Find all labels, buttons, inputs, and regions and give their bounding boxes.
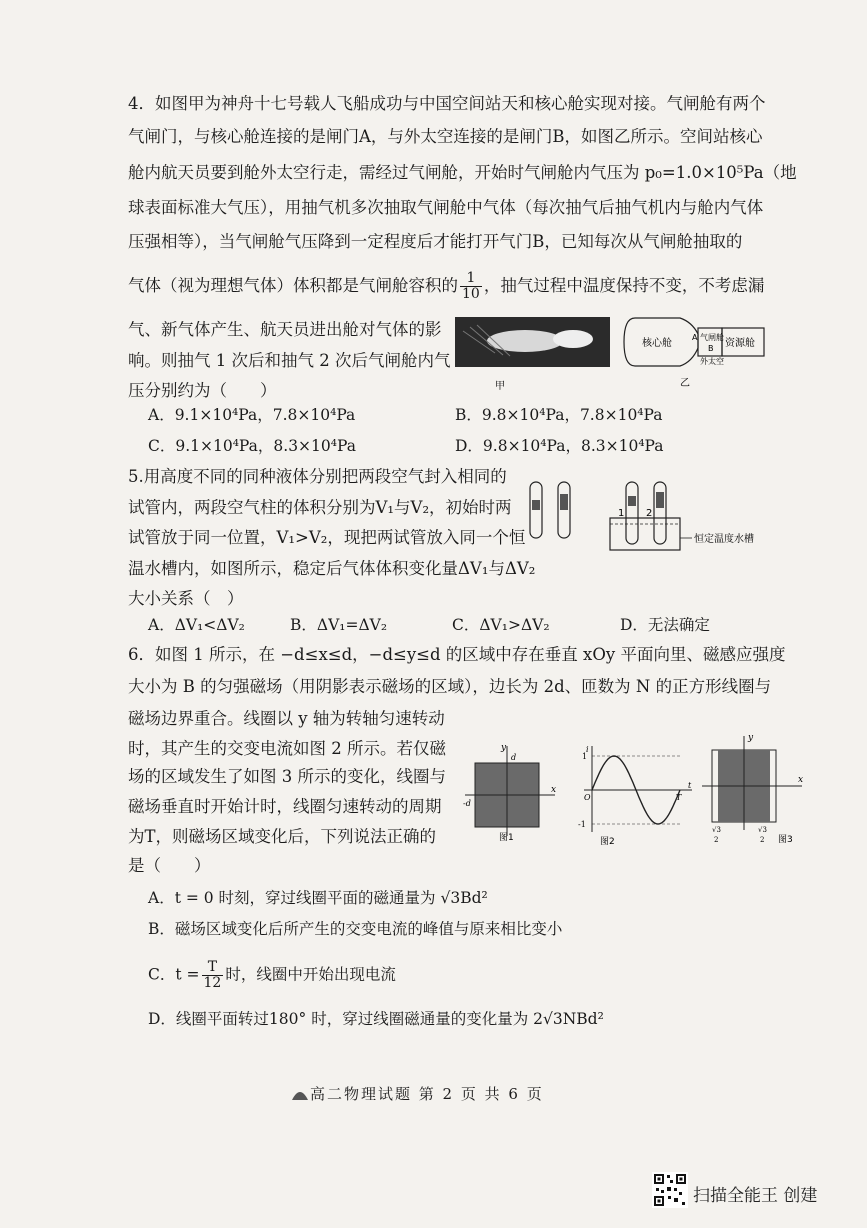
d-label: d [511,753,517,762]
q4-option-d: D．9.8×10⁴Pa，8.3×10⁴Pa [455,437,664,455]
q4-line-4: 球表面标准大气压），用抽气机多次抽取气闸舱中气体（每次抽气后抽气机内与舱内气体 [128,198,764,217]
liquid-column [628,496,636,506]
liquid-column [560,494,568,510]
q6-option-d: D．线圈平面转过180° 时，穿过线圈磁通量的变化量为 2√3NBd² [148,1010,604,1028]
period-label: T [676,793,682,802]
test-tubes-figure [520,478,790,558]
origin-label: O [584,793,591,802]
scanner-watermark: 扫描全能王 创建 [693,1186,818,1206]
q4-option-b: B．9.8×10⁴Pa，7.8×10⁴Pa [455,406,663,424]
q4-line-6b: ，抽气过程中温度保持不变，不考虑漏 [483,276,765,295]
qr-code-icon [652,1172,688,1208]
x-axis-label: x [798,775,804,785]
tube-2-label: 2 [646,508,653,519]
space-station-body [487,330,563,352]
scanner-smudge [290,1082,310,1104]
sqrt3-left-label: √3 [712,826,721,834]
tube-1-right [626,482,638,544]
resource-module-label: 资源舱 [725,338,755,349]
airlock-label: 气闸舱 [700,333,724,342]
half-right-label: 2 [760,836,765,844]
q5-line-5: 大小关系（ ） [128,589,244,608]
q6-line-5: 场的区域发生了如图 3 所示的变化，线圈与 [128,767,446,786]
minus-d-label: -d [463,799,471,808]
q4-line-9: 压分别约为（ ） [128,381,277,400]
gate-b-label: B [708,344,714,353]
outer-space-label: 外太空 [700,357,724,366]
figure-2-current-graph [570,742,700,848]
q5-option-b: B．ΔV₁=ΔV₂ [290,616,388,634]
q4-line-6 [128,271,764,302]
q6-line-2: 大小为 B 的匀强磁场（用阴影表示磁场的区域），边长为 2d、匝数为 N 的正方形线圈与 [128,677,772,696]
q5-line-4: 温水槽内，如图所示，稳定后气体体积变化量ΔV₁与ΔV₂ [128,559,536,578]
q4-line-7: 气、新气体产生、航天员进出舱对气体的影 [128,320,442,339]
y-axis-label: y [748,733,754,743]
figure-jia-docking-photo [455,317,615,397]
q4-line-6a: 气体（视为理想气体）体积都是气闸舱容积的 [128,276,458,295]
q5-line-3: 试管放于同一位置，V₁>V₂，现把两试管放入同一个恒 [128,528,526,547]
core-module-label: 核心舱 [642,338,672,349]
t-axis-label: t [688,781,692,790]
i-axis-label: i [586,745,589,754]
q6-line-6: 磁场垂直时开始计时，线圈匀速转动的周期 [128,797,442,816]
y-axis-label: y [501,743,507,753]
i-max-label: 1 [582,752,588,761]
q4-line-2: 气闸门，与核心舱连接的是闸门A，与外太空连接的是闸门B，如图乙所示。空间站核心 [128,127,763,146]
figure-yi-airlock-diagram [620,312,775,392]
q6-line-7: 为T，则磁场区域变化后，下列说法正确的 [128,827,437,846]
fraction-denominator: 10 [462,286,480,302]
q6-option-c [148,960,396,991]
q6-option-c-suffix: 时，线圈中开始出现电流 [225,965,396,984]
tube-1-label: 1 [618,508,625,519]
water-tank [610,518,680,550]
q4-line-8: 响。则抽气 1 次后和抽气 2 次后气闸舱内气 [128,351,451,370]
fig-yi-label: 乙 [680,378,690,389]
gate-a-label: A [692,333,698,342]
fraction-numerator: 1 [460,271,482,287]
q4-line-5: 压强相等），当气闸舱气压降到一定程度后才能打开气门B，已知每次从气闸舱抽取的 [128,232,743,251]
q5-option-a: A．ΔV₁<ΔV₂ [148,616,245,634]
page-footer: 高二物理试题 第 2 页 共 6 页 [310,1085,544,1103]
sqrt3-right-label: √3 [758,826,767,834]
q6-option-a: A．t = 0 时刻，穿过线圈平面的磁通量为 √3Bd² [148,889,488,907]
q6-line-3: 磁场边界重合。线圈以 y 轴为转轴匀速转动 [128,709,445,728]
fig2-label: 图2 [600,837,615,847]
fraction-numerator: T [202,960,224,976]
figure-3-changed-field [698,730,808,848]
fig3-label: 图3 [778,835,793,845]
q6-line-8: 是（ ） [128,856,211,875]
fig1-label: 图1 [499,833,514,843]
half-left-label: 2 [714,836,719,844]
liquid-column [656,492,664,508]
tube-2-right [654,482,666,544]
liquid-column [532,500,540,510]
q6-line-1: 6．如图 1 所示，在 −d≤x≤d，−d≤y≤d 的区域中存在垂直 xOy 平面向里、磁感应强度 [128,645,786,664]
fig-jia-label: 甲 [495,381,505,392]
q5-line-2: 试管内，两段空气柱的体积分别为V₁与V₂，初始时两 [128,498,512,517]
tank-label: 恒定温度水槽 [694,534,754,545]
q6-line-4: 时，其产生的交变电流如图 2 所示。若仅磁 [128,739,446,758]
spacecraft-body [553,330,593,348]
q5-line-1: 5.用高度不同的同种液体分别把两段空气封入相同的 [128,467,507,486]
q4-line-3: 舱内航天员要到舱外太空行走，需经过气闸舱，开始时气闸舱内气压为 p₀=1.0×10⁵Pa（地 [128,163,797,182]
fraction-denominator: 12 [203,975,222,991]
x-axis-label: x [551,785,557,795]
fraction-t-over-12 [202,960,224,991]
fraction-one-tenth [460,271,482,302]
q4-option-a: A．9.1×10⁴Pa，7.8×10⁴Pa [148,406,356,424]
q4-option-c: C．9.1×10⁴Pa，8.3×10⁴Pa [148,437,356,455]
q5-option-c: C．ΔV₁>ΔV₂ [452,616,550,634]
q6-option-c-prefix: C．t = [148,965,200,984]
i-min-label: -1 [578,820,586,829]
q6-option-b: B．磁场区域变化后所产生的交变电流的峰值与原来相比变小 [148,920,563,938]
q5-option-d: D．无法确定 [620,616,710,634]
q4-line-1: 4．如图甲为神舟十七号载人飞船成功与中国空间站天和核心舱实现对接。气闸舱有两个 [128,94,766,113]
figure-1-magnetic-field [455,738,565,848]
